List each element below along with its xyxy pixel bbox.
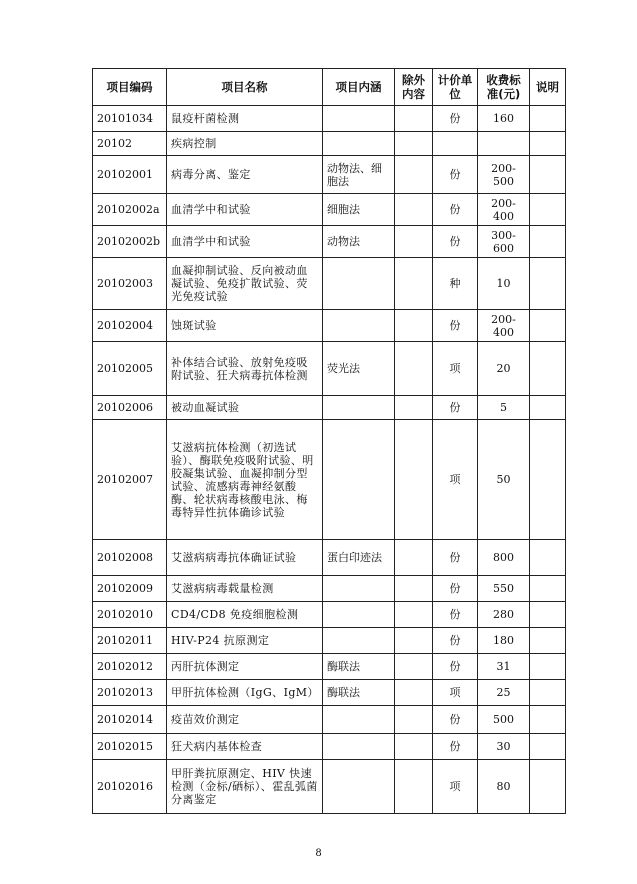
cell-unit: 项 (433, 680, 478, 706)
table-row (93, 342, 566, 396)
cell-name: 艾滋病病毒抗体确证试验 (167, 540, 323, 576)
cell-code: 20102015 (93, 734, 167, 760)
cell-content: 蛋白印迹法 (323, 540, 395, 576)
cell-exclude (395, 760, 433, 814)
cell-note (530, 680, 566, 706)
cell-code: 20102 (93, 132, 167, 156)
cell-unit: 份 (433, 654, 478, 680)
cell-price: 50 (478, 420, 530, 540)
header-content: 项目内涵 (323, 69, 395, 106)
cell-name: 甲肝粪抗原测定、HIV 快速检测（金标/硒标）、霍乱弧菌分离鉴定 (167, 760, 323, 814)
table-row (93, 396, 566, 420)
cell-price: 550 (478, 576, 530, 602)
cell-name: 狂犬病内基体检查 (167, 734, 323, 760)
cell-unit: 份 (433, 156, 478, 194)
cell-code: 20102002b (93, 226, 167, 258)
cell-exclude (395, 132, 433, 156)
cell-note (530, 760, 566, 814)
table-row (93, 420, 566, 540)
table-row (93, 760, 566, 814)
cell-unit: 项 (433, 760, 478, 814)
cell-code: 20102007 (93, 420, 167, 540)
cell-note (530, 734, 566, 760)
cell-name: 病毒分离、鉴定 (167, 156, 323, 194)
table-row (93, 602, 566, 628)
cell-note (530, 156, 566, 194)
cell-code: 20102002a (93, 194, 167, 226)
cell-exclude (395, 628, 433, 654)
cell-content: 动物法、细胞法 (323, 156, 395, 194)
cell-price: 25 (478, 680, 530, 706)
cell-code: 20102004 (93, 310, 167, 342)
cell-unit: 项 (433, 342, 478, 396)
cell-price: 200-400 (478, 310, 530, 342)
cell-content: 酶联法 (323, 680, 395, 706)
cell-note (530, 194, 566, 226)
table-row (93, 540, 566, 576)
cell-exclude (395, 194, 433, 226)
cell-name: 艾滋病病毒载量检测 (167, 576, 323, 602)
cell-name: 甲肝抗体检测（IgG、IgM） (167, 680, 323, 706)
table-row (93, 132, 566, 156)
cell-exclude (395, 654, 433, 680)
page-number: 8 (315, 848, 322, 859)
cell-exclude (395, 706, 433, 734)
cell-code: 20102012 (93, 654, 167, 680)
header-exclude: 除外内容 (395, 69, 433, 106)
cell-note (530, 132, 566, 156)
cell-code: 20101034 (93, 106, 167, 132)
cell-content (323, 706, 395, 734)
cell-note (530, 310, 566, 342)
fee-table (92, 68, 566, 814)
cell-code: 20102009 (93, 576, 167, 602)
cell-name: CD4/CD8 免疫细胞检测 (167, 602, 323, 628)
cell-note (530, 420, 566, 540)
cell-code: 20102003 (93, 258, 167, 310)
table-row (93, 628, 566, 654)
cell-name: 补体结合试验、放射免疫吸附试验、狂犬病毒抗体检测 (167, 342, 323, 396)
cell-content (323, 628, 395, 654)
cell-name: 疾病控制 (167, 132, 323, 156)
cell-price (478, 132, 530, 156)
header-unit: 计价单位 (433, 69, 478, 106)
cell-name: 丙肝抗体测定 (167, 654, 323, 680)
cell-name: 艾滋病抗体检测（初选试验）、酶联免疫吸附试验、明胶凝集试验、血凝抑制分型试验、流感病毒神经氨酸酶、轮状病毒核酸电泳、梅毒特异性抗体确诊试验 (167, 420, 323, 540)
cell-price: 500 (478, 706, 530, 734)
cell-name: 疫苗效价测定 (167, 706, 323, 734)
cell-content (323, 310, 395, 342)
header-price: 收费标准(元) (478, 69, 530, 106)
table-row (93, 310, 566, 342)
cell-name: 血凝抑制试验、反向被动血凝试验、免疫扩散试验、荧光免疫试验 (167, 258, 323, 310)
cell-price: 80 (478, 760, 530, 814)
table-row (93, 106, 566, 132)
cell-exclude (395, 226, 433, 258)
cell-unit: 份 (433, 106, 478, 132)
cell-content (323, 760, 395, 814)
table-row (93, 194, 566, 226)
cell-exclude (395, 156, 433, 194)
cell-code: 20102010 (93, 602, 167, 628)
cell-note (530, 602, 566, 628)
cell-content (323, 106, 395, 132)
header-row (93, 69, 566, 106)
cell-code: 20102011 (93, 628, 167, 654)
cell-price: 30 (478, 734, 530, 760)
cell-content (323, 258, 395, 310)
cell-unit: 份 (433, 540, 478, 576)
cell-code: 20102013 (93, 680, 167, 706)
cell-note (530, 628, 566, 654)
table-row (93, 654, 566, 680)
cell-price: 31 (478, 654, 530, 680)
table-row (93, 576, 566, 602)
cell-code: 20102005 (93, 342, 167, 396)
cell-exclude (395, 342, 433, 396)
cell-unit: 种 (433, 258, 478, 310)
cell-code: 20102006 (93, 396, 167, 420)
cell-content (323, 396, 395, 420)
cell-name: 血清学中和试验 (167, 194, 323, 226)
cell-unit: 份 (433, 706, 478, 734)
header-name: 项目名称 (167, 69, 323, 106)
cell-price: 300-600 (478, 226, 530, 258)
cell-name: 鼠疫杆菌检测 (167, 106, 323, 132)
header-note: 说明 (530, 69, 566, 106)
cell-note (530, 540, 566, 576)
cell-content (323, 734, 395, 760)
cell-content (323, 420, 395, 540)
cell-unit: 份 (433, 226, 478, 258)
cell-content: 细胞法 (323, 194, 395, 226)
cell-content: 荧光法 (323, 342, 395, 396)
cell-price: 5 (478, 396, 530, 420)
cell-unit: 份 (433, 194, 478, 226)
table-body (93, 106, 566, 814)
cell-content (323, 602, 395, 628)
cell-unit (433, 132, 478, 156)
cell-unit: 份 (433, 602, 478, 628)
cell-unit: 份 (433, 576, 478, 602)
cell-price: 280 (478, 602, 530, 628)
cell-price: 200-500 (478, 156, 530, 194)
cell-note (530, 654, 566, 680)
cell-note (530, 106, 566, 132)
cell-name: 被动血凝试验 (167, 396, 323, 420)
header-code: 项目编码 (93, 69, 167, 106)
cell-code: 20102001 (93, 156, 167, 194)
cell-name: 蚀斑试验 (167, 310, 323, 342)
table-row (93, 680, 566, 706)
cell-exclude (395, 602, 433, 628)
cell-note (530, 342, 566, 396)
cell-content (323, 132, 395, 156)
cell-exclude (395, 396, 433, 420)
table-row (93, 156, 566, 194)
cell-note (530, 396, 566, 420)
table-row (93, 226, 566, 258)
cell-exclude (395, 540, 433, 576)
cell-price: 800 (478, 540, 530, 576)
cell-exclude (395, 106, 433, 132)
cell-note (530, 258, 566, 310)
cell-note (530, 576, 566, 602)
cell-price: 200-400 (478, 194, 530, 226)
cell-price: 10 (478, 258, 530, 310)
cell-price: 160 (478, 106, 530, 132)
cell-unit: 份 (433, 310, 478, 342)
cell-note (530, 706, 566, 734)
cell-unit: 份 (433, 628, 478, 654)
cell-exclude (395, 420, 433, 540)
cell-unit: 份 (433, 396, 478, 420)
cell-exclude (395, 734, 433, 760)
cell-content: 酶联法 (323, 654, 395, 680)
cell-unit: 项 (433, 420, 478, 540)
cell-content: 动物法 (323, 226, 395, 258)
cell-code: 20102016 (93, 760, 167, 814)
table-row (93, 706, 566, 734)
cell-exclude (395, 310, 433, 342)
cell-code: 20102014 (93, 706, 167, 734)
cell-name: HIV-P24 抗原测定 (167, 628, 323, 654)
cell-exclude (395, 680, 433, 706)
cell-name: 血清学中和试验 (167, 226, 323, 258)
cell-exclude (395, 258, 433, 310)
cell-exclude (395, 576, 433, 602)
table-row (93, 258, 566, 310)
cell-note (530, 226, 566, 258)
cell-content (323, 576, 395, 602)
table-row (93, 734, 566, 760)
cell-code: 20102008 (93, 540, 167, 576)
cell-price: 180 (478, 628, 530, 654)
cell-unit: 份 (433, 734, 478, 760)
cell-price: 20 (478, 342, 530, 396)
